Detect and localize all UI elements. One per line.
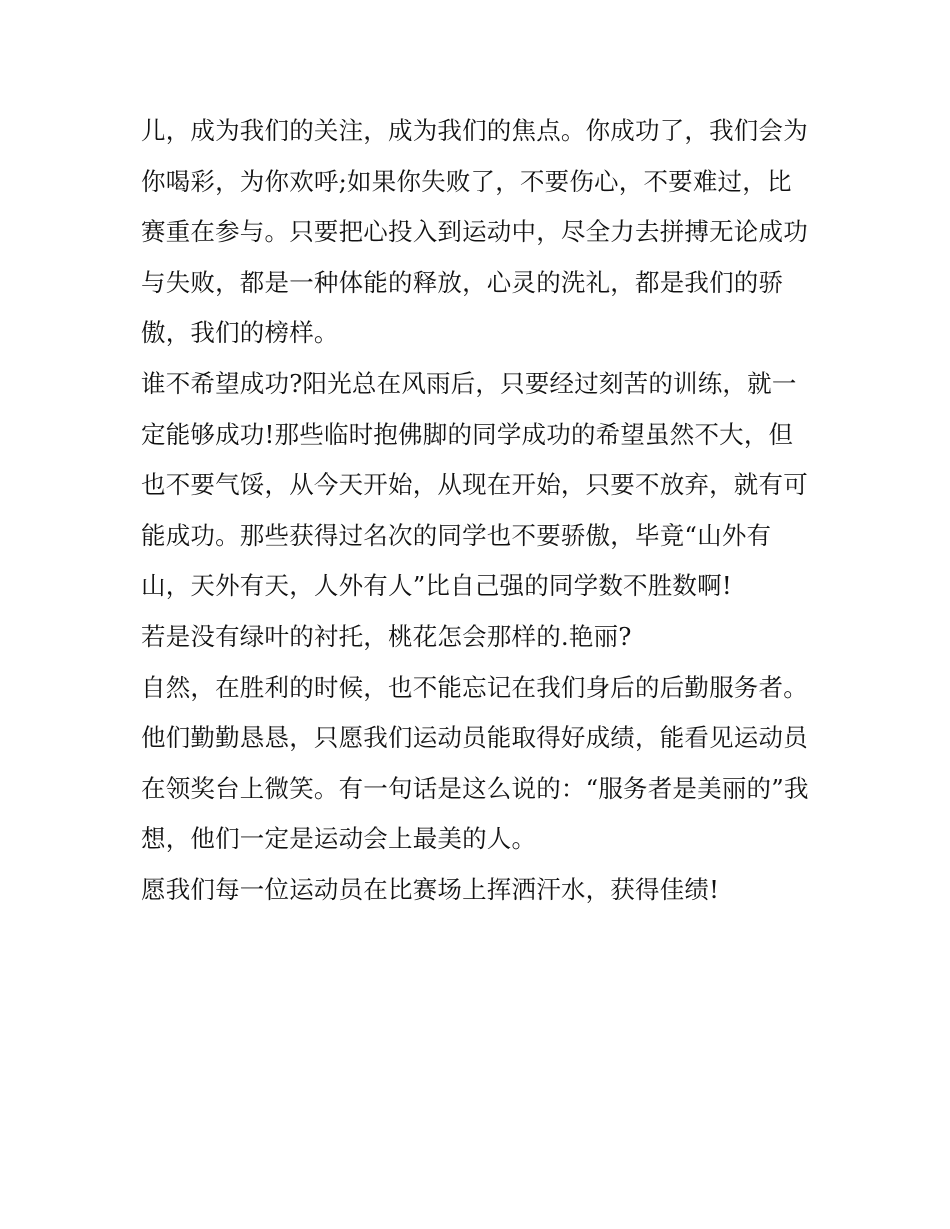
text-line: 儿，成为我们的关注，成为我们的焦点。你成功了，我们会为 bbox=[141, 116, 808, 145]
text-line: 在领奖台上微笑。有一句话是这么说的：“服务者是美丽的”我 bbox=[141, 773, 809, 803]
text-line: 傲，我们的榜样。 bbox=[141, 318, 339, 348]
text-line: 自然，在胜利的时候，也不能忘记在我们身后的后勤服务者。 bbox=[141, 672, 808, 702]
text-line: 赛重在参与。只要把心投入到运动中，尽全力去拼搏无论成功 bbox=[141, 217, 808, 247]
body-text bbox=[141, 106, 821, 916]
text-line: 定能够成功!那些临时抱佛脚的同学成功的希望虽然不大，但 bbox=[141, 419, 794, 449]
text-line: 也不要气馁，从今天开始，从现在开始，只要不放弃，就有可 bbox=[141, 470, 808, 500]
text-line: 愿我们每一位运动员在比赛场上挥洒汗水，获得佳绩! bbox=[141, 874, 720, 904]
text-line: 想，他们一定是运动会上最美的人。 bbox=[141, 824, 537, 854]
text-line: 山，天外有天，人外有人”比自己强的同学数不胜数啊! bbox=[141, 571, 732, 601]
text-line: 若是没有绿叶的衬托，桃花怎会那样的.艳丽? bbox=[141, 621, 632, 651]
text-line: 他们勤勤恳恳，只愿我们运动员能取得好成绩，能看见运动员 bbox=[141, 723, 808, 753]
text-line: 与失败，都是一种体能的释放，心灵的洗礼，都是我们的骄 bbox=[141, 267, 784, 297]
text-line: 你喝彩，为你欢呼;如果你失败了，不要伤心，不要难过，比 bbox=[141, 166, 792, 196]
text-line: 能成功。那些获得过名次的同学也不要骄傲，毕竟“山外有 bbox=[141, 520, 772, 550]
text-line: 谁不希望成功?阳光总在风雨后，只要经过刻苦的训练，就一 bbox=[141, 368, 797, 398]
